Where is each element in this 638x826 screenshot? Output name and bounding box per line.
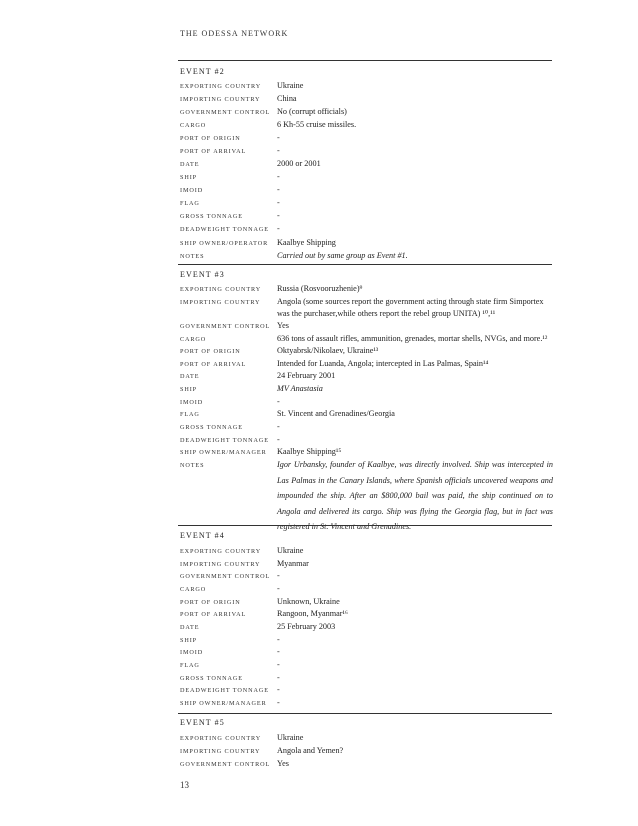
field-label: DEADWEIGHT TONNAGE (180, 687, 269, 694)
field-label: DATE (180, 373, 200, 380)
field-value: Ukraine (277, 733, 304, 742)
field-value: 6 Kh-55 cruise missiles. (277, 120, 357, 129)
event-title: EVENT #2 (180, 67, 225, 76)
field-label: NOTES (180, 253, 205, 260)
field-label: PORT OF ORIGIN (180, 135, 241, 142)
field-value: Yes (277, 759, 289, 768)
field-label: PORT OF ORIGIN (180, 348, 241, 355)
section-rule (178, 60, 552, 61)
section-rule (178, 264, 552, 265)
field-value: - (277, 397, 280, 406)
field-value: Intended for Luanda, Angola; intercepted in Las Palmas, Spain¹⁴ (277, 359, 489, 368)
field-value: China (277, 94, 297, 103)
field-label: CARGO (180, 122, 207, 129)
field-label: DATE (180, 161, 200, 168)
field-label: DATE (180, 624, 200, 631)
field-label: DEADWEIGHT TONNAGE (180, 437, 269, 444)
field-value: 25 February 2003 (277, 622, 336, 631)
field-value: - (277, 422, 280, 431)
field-label: IMOID (180, 187, 204, 194)
field-value: - (277, 172, 280, 181)
field-value: Kaalbye Shipping¹⁵ (277, 447, 342, 456)
field-label: FLAG (180, 662, 200, 669)
field-label: PORT OF ARRIVAL (180, 361, 247, 368)
field-value: Myanmar (277, 559, 309, 568)
field-value: - (277, 673, 280, 682)
field-value: Russia (Rosvooruzhenie)⁹ (277, 284, 363, 293)
field-value: Kaalbye Shipping (277, 238, 336, 247)
field-label: GOVERNMENT CONTROL (180, 323, 271, 330)
event-title: EVENT #3 (180, 270, 225, 279)
field-value: Angola (some sources report the government acting through state firm Simportex (277, 297, 544, 306)
field-label: FLAG (180, 411, 200, 418)
field-value: - (277, 185, 280, 194)
field-label: GROSS TONNAGE (180, 424, 243, 431)
field-value: Oktyabrsk/Nikolaev, Ukraine¹³ (277, 346, 379, 355)
field-label: GROSS TONNAGE (180, 675, 243, 682)
field-label: NOTES (180, 462, 205, 469)
field-label: FLAG (180, 200, 200, 207)
field-value: Unknown, Ukraine (277, 597, 340, 606)
field-label: SHIP (180, 386, 198, 393)
field-value: - (277, 211, 280, 220)
field-label: SHIP OWNER/OPERATOR (180, 240, 269, 247)
field-value: - (277, 435, 280, 444)
field-value: - (277, 133, 280, 142)
event-title: EVENT #4 (180, 531, 225, 540)
field-label: IMPORTING COUNTRY (180, 96, 261, 103)
field-label: IMOID (180, 649, 204, 656)
field-value: - (277, 685, 280, 694)
field-value: No (corrupt officials) (277, 107, 347, 116)
field-value: - (277, 698, 280, 707)
field-label: SHIP (180, 637, 198, 644)
field-value: Yes (277, 321, 289, 330)
field-value: Carried out by same group as Event #1. (277, 251, 408, 260)
field-label: PORT OF ARRIVAL (180, 611, 247, 618)
field-label: GOVERNMENT CONTROL (180, 761, 271, 768)
running-head: THE ODESSA NETWORK (180, 29, 289, 38)
field-value: 24 February 2001 (277, 371, 336, 380)
field-value: Ukraine (277, 81, 304, 90)
field-label: CARGO (180, 586, 207, 593)
field-label: EXPORTING COUNTRY (180, 83, 262, 90)
field-value: Rangoon, Myanmar¹⁶ (277, 609, 348, 618)
field-value: - (277, 635, 280, 644)
field-value-continued: was the purchaser,while others report the rebel group UNITA) ¹⁰,¹¹ (277, 309, 496, 318)
field-label: SHIP OWNER/MANAGER (180, 700, 267, 707)
section-rule (178, 713, 552, 714)
field-label: IMPORTING COUNTRY (180, 299, 261, 306)
field-label: CARGO (180, 336, 207, 343)
field-value: - (277, 224, 280, 233)
field-label: PORT OF ARRIVAL (180, 148, 247, 155)
field-value: Angola and Yemen? (277, 746, 344, 755)
event-title: EVENT #5 (180, 718, 225, 727)
field-label: GOVERNMENT CONTROL (180, 573, 271, 580)
field-value: - (277, 198, 280, 207)
field-label: IMPORTING COUNTRY (180, 748, 261, 755)
field-label: DEADWEIGHT TONNAGE (180, 226, 269, 233)
field-label: GROSS TONNAGE (180, 213, 243, 220)
notes-paragraph: Igor Urbansky, founder of Kaalbye, was directly involved. Ship was intercepted in Las Palmas in the Canary Islands, where Spanish officials uncovered weapons and impounded the ship. After an $800,000 bail was paid, the ship continued on to Angola and delivered its cargo. Ship was flying the Georgia flag, but in fact was registered in St. Vincent and Grenadines. (277, 460, 553, 531)
field-value: - (277, 584, 280, 593)
field-value: 2000 or 2001 (277, 159, 321, 168)
field-value: MV Anastasia (277, 384, 323, 393)
field-label: IMOID (180, 399, 204, 406)
field-value: - (277, 146, 280, 155)
field-value: St. Vincent and Grenadines/Georgia (277, 409, 395, 418)
field-value: - (277, 571, 280, 580)
field-label: EXPORTING COUNTRY (180, 286, 262, 293)
field-label: PORT OF ORIGIN (180, 599, 241, 606)
field-label: IMPORTING COUNTRY (180, 561, 261, 568)
field-label: SHIP (180, 174, 198, 181)
field-value: Ukraine (277, 546, 304, 555)
field-label: EXPORTING COUNTRY (180, 735, 262, 742)
field-label: EXPORTING COUNTRY (180, 548, 262, 555)
field-value: - (277, 647, 280, 656)
field-value: 636 tons of assault rifles, ammunition, grenades, mortar shells, NVGs, and more.¹² (277, 334, 548, 343)
section-rule (178, 525, 552, 526)
field-label: SHIP OWNER/MANAGER (180, 449, 267, 456)
field-value: - (277, 660, 280, 669)
page-number: 13 (180, 780, 189, 790)
field-label: GOVERNMENT CONTROL (180, 109, 271, 116)
